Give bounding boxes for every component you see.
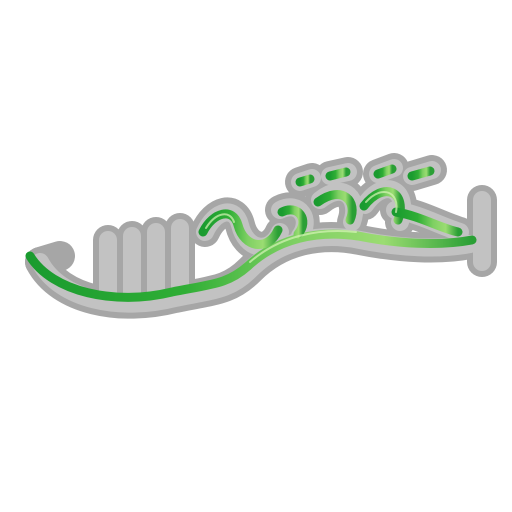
dot-4 [412,171,430,176]
dot-1 [300,179,310,182]
dot-3 [378,169,392,174]
dot-2 [330,172,346,176]
